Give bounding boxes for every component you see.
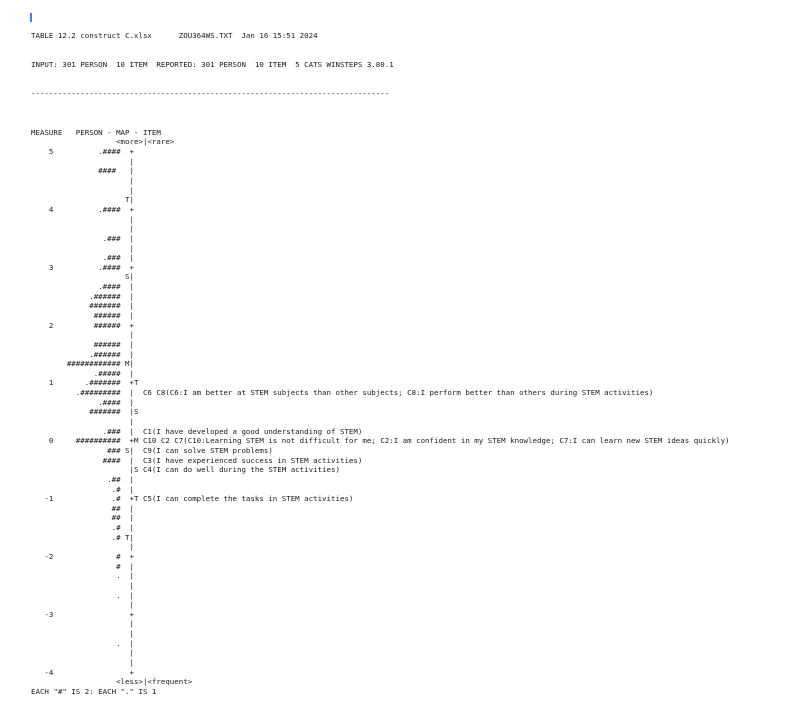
map-line: 5 .#### + (31, 147, 134, 157)
map-line: | (31, 214, 134, 224)
map-line: .# T| (31, 532, 134, 542)
map-line: .#### | (31, 397, 134, 407)
map-line: MEASURE PERSON - MAP - ITEM (31, 127, 161, 137)
map-line: #### | (31, 166, 134, 176)
map-line: -1 .# +T C5(I can complete the tasks in STEM activities) (31, 494, 354, 504)
map-line (31, 118, 730, 128)
map-line: | (31, 176, 134, 186)
map-line: | (31, 224, 134, 234)
map-line: .### | (31, 233, 134, 243)
map-line: | (31, 580, 134, 590)
map-line: | (31, 648, 134, 658)
map-line: ## | (31, 513, 134, 523)
map-line: . | (31, 590, 134, 600)
map-line: | (31, 619, 134, 629)
map-line: -4 + (31, 667, 134, 677)
map-line: ####### |S (31, 407, 139, 417)
map-line: .## | (31, 474, 134, 484)
map-line: .##### | (31, 368, 134, 378)
map-line: <more>|<rare> (31, 137, 175, 147)
map-line: -2 # + (31, 552, 134, 561)
map-line: <less>|<frequent> (31, 677, 193, 687)
map-line: | (31, 330, 134, 340)
map-line: | (31, 156, 134, 166)
map-line: 2 ###### + (31, 320, 134, 330)
winsteps-output-document (31, 12, 730, 706)
map-line: ############ M| (31, 359, 134, 369)
map-line: .# | (31, 484, 134, 494)
map-line: 0 ########## +M C10 C2 C7(C10:Learning STEM is not difficult for me; C2:I am confident in my STEM knowledge; C7:I can learn new STEM ideas quickly) (31, 436, 730, 446)
map-line: | (31, 542, 134, 552)
map-line: .### | C1(I have developed a good understanding of STEM) (31, 426, 363, 436)
map-line: ####### | (31, 301, 134, 311)
map-line: .######### | C6 C8(C6:I am better at STEM subjects than other subjects; C8:I perform better than others during STEM activities) (31, 388, 654, 398)
map-line: .###### | (31, 349, 134, 359)
map-line: .#### | (31, 282, 134, 292)
report-header-title: TABLE 12.2 construct C.xlsx ZOU364WS.TXT Jan 16 15:51 2024 (31, 31, 318, 41)
map-line: . | (31, 571, 134, 581)
map-line: 3 .#### + (31, 262, 134, 272)
map-line: | (31, 185, 134, 195)
map-line: 1 .####### +T (31, 378, 139, 388)
header-rule: -------------------------------------------------------------------------------- (31, 89, 390, 99)
map-line: ## | (31, 503, 134, 513)
report-header-input: INPUT: 301 PERSON 10 ITEM REPORTED: 301 PERSON 10 ITEM 5 CATS WINSTEPS 3.80.1 (31, 60, 394, 70)
map-line: ### S| C9(I can solve STEM problems) (31, 445, 273, 455)
map-line: | (31, 629, 134, 639)
map-line: .###### | (31, 291, 134, 301)
map-line: ###### | (31, 310, 134, 320)
map-line: 4 .#### + (31, 204, 134, 214)
map-line: | (31, 243, 134, 253)
map-line: | (31, 658, 134, 668)
map-line: | (31, 600, 134, 610)
map-line: S| (31, 272, 134, 282)
map-line: EACH "#" IS 2: EACH "." IS 1 (31, 686, 157, 696)
map-line: ###### | (31, 339, 134, 349)
map-line: .### | (31, 253, 134, 263)
map-line: | (31, 417, 134, 427)
map-line: #### | C3(I have experienced success in STEM activities) (31, 455, 363, 465)
map-line: .# | (31, 523, 134, 533)
person-item-map (31, 118, 730, 696)
map-line: . | (31, 638, 134, 648)
map-line: # | (31, 561, 134, 571)
map-line: |S C4(I can do well during the STEM activities) (31, 465, 340, 475)
map-line: T| (31, 195, 134, 205)
map-line: -3 + (31, 609, 134, 619)
